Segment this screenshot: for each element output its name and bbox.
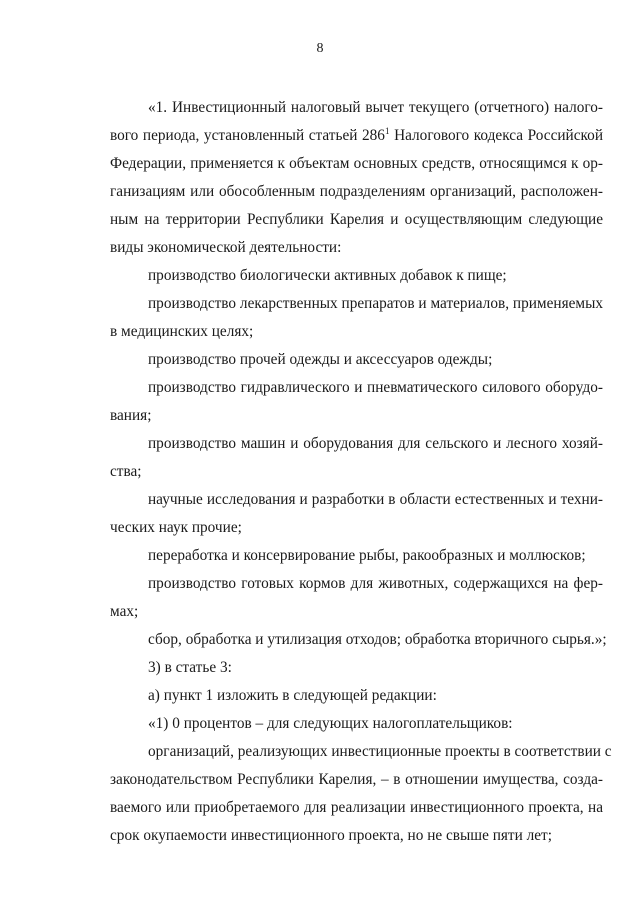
paragraph-line: 3) в статье 3: — [148, 659, 232, 676]
page-number: 8 — [316, 41, 324, 56]
list-item: производство гидравлического и пневматического силового оборудо- — [148, 379, 603, 396]
list-item: производство биологически активных добавок к пище; — [148, 267, 507, 284]
list-item-continuation: мах; — [110, 603, 139, 620]
paragraph-line: ваемого или приобретаемого для реализации инвестиционного проекта, на — [110, 799, 603, 816]
paragraph-line: виды экономической деятельности: — [110, 239, 342, 256]
list-item: производство машин и оборудования для сельского и лесного хозяй- — [148, 435, 603, 452]
paragraph-line: организаций, реализующих инвестиционные проекты в соответствии с — [148, 743, 612, 760]
list-item-continuation: вания; — [110, 407, 152, 424]
list-item: производство готовых кормов для животных, содержащихся на фер- — [148, 575, 603, 592]
paragraph-line: а) пункт 1 изложить в следующей редакции: — [148, 687, 437, 704]
list-item: научные исследования и разработки в области естественных и техни- — [148, 491, 603, 508]
paragraph-line-part: Налогового кодекса Российской — [394, 127, 604, 144]
paragraph-line: «1) 0 процентов – для следующих налогоплательщиков: — [148, 715, 513, 732]
list-item: производство прочей одежды и аксессуаров одежды; — [148, 351, 493, 368]
list-item: переработка и консервирование рыбы, ракообразных и моллюсков; — [148, 547, 586, 564]
paragraph-line: законодательством Республики Карелия, – в отношении имущества, созда- — [110, 771, 603, 788]
paragraph-line — [110, 126, 603, 146]
paragraph-line: срок окупаемости инвестиционного проекта, но не свыше пяти лет; — [110, 827, 552, 844]
paragraph-line: ганизациям или обособленным подразделениям организаций, расположен- — [110, 183, 603, 200]
paragraph-line-part: вого периода, установленный статьей 286 — [110, 127, 385, 144]
list-item-continuation: ческих наук прочие; — [110, 519, 242, 536]
paragraph-line: «1. Инвестиционный налоговый вычет текущего (отчетного) налого- — [148, 99, 603, 116]
article-superscript: 1 — [384, 126, 390, 136]
list-item-continuation: ства; — [110, 463, 142, 480]
paragraph-line: ным на территории Республики Карелия и осуществляющим следующие — [110, 211, 603, 228]
list-item-continuation: в медицинских целях; — [110, 323, 254, 340]
list-item: сбор, обработка и утилизация отходов; обработка вторичного сырья.»; — [148, 631, 607, 648]
paragraph-line: Федерации, применяется к объектам основных средств, относящимся к ор- — [110, 155, 603, 172]
list-item: производство лекарственных препаратов и материалов, применяемых — [148, 295, 603, 312]
